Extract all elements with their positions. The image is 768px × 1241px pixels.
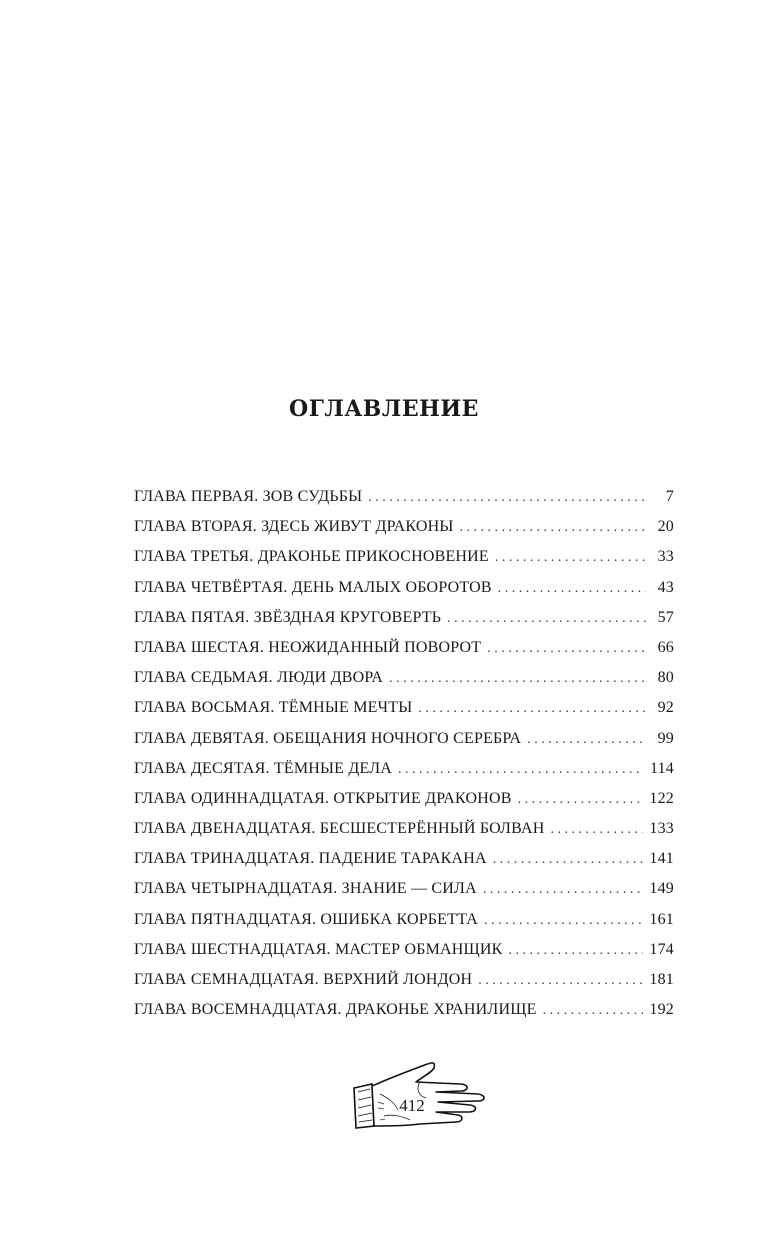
toc-entry-title: ГЛАВА ПЕРВАЯ. ЗОВ СУДЬБЫ bbox=[134, 488, 363, 505]
dot-leader bbox=[487, 641, 646, 657]
toc-entry-title: ГЛАВА ОДИННАДЦАТАЯ. ОТКРЫТИЕ ДРАКОНОВ bbox=[134, 789, 512, 807]
toc-entry-page: 149 bbox=[649, 880, 674, 898]
dot-leader bbox=[498, 581, 646, 597]
dot-leader bbox=[550, 822, 643, 838]
toc-entry[interactable] bbox=[134, 730, 674, 760]
toc-entry[interactable] bbox=[134, 911, 674, 941]
toc-entry[interactable] bbox=[134, 941, 674, 971]
dot-leader bbox=[398, 762, 644, 778]
toc-entry-title: ГЛАВА ШЕСТНАДЦАТАЯ. МАСТЕР ОБМАНЩИК bbox=[134, 940, 503, 958]
toc-entry-page: 66 bbox=[657, 638, 674, 656]
toc-entry-page: 141 bbox=[649, 850, 674, 868]
toc-entry[interactable] bbox=[134, 1001, 674, 1031]
toc-entry-title: ГЛАВА ПЯТНАДЦАТАЯ. ОШИБКА КОРБЕТТА bbox=[134, 910, 479, 928]
toc-entry[interactable] bbox=[134, 669, 674, 699]
toc-entry-title: ГЛАВА ТРИНАДЦАТАЯ. ПАДЕНИЕ ТАРАКАНА bbox=[134, 850, 487, 868]
toc-entry-page: 99 bbox=[657, 729, 674, 747]
toc-list bbox=[134, 488, 674, 1031]
toc-entry-page: 33 bbox=[657, 548, 674, 566]
toc-entry[interactable] bbox=[134, 579, 674, 609]
toc-entry-title: ГЛАВА ДВЕНАДЦАТАЯ. БЕСШЕСТЕРЁННЫЙ БОЛВАН bbox=[134, 820, 545, 838]
dot-leader bbox=[509, 943, 644, 959]
toc-entry-page: 181 bbox=[649, 971, 674, 988]
dot-leader bbox=[493, 852, 644, 868]
toc-entry[interactable] bbox=[134, 639, 674, 669]
toc-entry-page: 174 bbox=[649, 940, 674, 958]
toc-entry[interactable] bbox=[134, 609, 674, 639]
dot-leader bbox=[478, 973, 643, 989]
dot-leader bbox=[527, 732, 646, 748]
toc-entry-title: ГЛАВА ВТОРАЯ. ЗДЕСЬ ЖИВУТ ДРАКОНЫ bbox=[134, 518, 454, 536]
toc-entry-title: ГЛАВА ТРЕТЬЯ. ДРАКОНЬЕ ПРИКОСНОВЕНИЕ bbox=[134, 548, 489, 566]
dot-leader bbox=[389, 671, 646, 687]
toc-entry-page: 122 bbox=[649, 789, 674, 807]
dot-leader bbox=[368, 490, 646, 506]
toc-entry-page: 7 bbox=[665, 488, 674, 505]
toc-heading: ОГЛАВЛЕНИЕ bbox=[289, 396, 479, 422]
toc-entry-page: 92 bbox=[657, 699, 674, 717]
toc-entry[interactable] bbox=[134, 518, 674, 548]
toc-entry[interactable] bbox=[134, 699, 674, 729]
page-folio bbox=[350, 1058, 490, 1134]
toc-entry-page: 133 bbox=[649, 820, 674, 838]
toc-entry[interactable] bbox=[134, 790, 674, 820]
toc-entry-page: 114 bbox=[649, 759, 674, 777]
toc-entry-title: ГЛАВА СЕМНАДЦАТАЯ. ВЕРХНИЙ ЛОНДОН bbox=[134, 971, 473, 988]
toc-entry-page: 20 bbox=[657, 518, 674, 536]
toc-entry[interactable] bbox=[134, 548, 674, 578]
toc-entry-page: 57 bbox=[657, 608, 674, 626]
toc-entry[interactable] bbox=[134, 488, 674, 518]
toc-entry-title: ГЛАВА ЧЕТВЁРТАЯ. ДЕНЬ МАЛЫХ ОБОРОТОВ bbox=[134, 578, 492, 596]
toc-entry-title: ГЛАВА ВОСЬМАЯ. ТЁМНЫЕ МЕЧТЫ bbox=[134, 699, 413, 717]
toc-entry-page: 80 bbox=[657, 669, 674, 687]
toc-entry[interactable] bbox=[134, 760, 674, 790]
toc-entry-title: ГЛАВА ПЯТАЯ. ЗВЁЗДНАЯ КРУГОВЕРТЬ bbox=[134, 608, 442, 626]
dot-leader bbox=[484, 913, 643, 929]
toc-entry-title: ГЛАВА ШЕСТАЯ. НЕОЖИДАННЫЙ ПОВОРОТ bbox=[134, 638, 482, 656]
dot-leader bbox=[447, 611, 646, 627]
page-number: 412 bbox=[399, 1096, 425, 1115]
toc-entry-title: ГЛАВА СЕДЬМАЯ. ЛЮДИ ДВОРА bbox=[134, 669, 384, 687]
toc-entry-title: ГЛАВА ЧЕТЫРНАДЦАТАЯ. ЗНАНИЕ — СИЛА bbox=[134, 880, 477, 898]
dot-leader bbox=[483, 882, 644, 898]
dot-leader bbox=[543, 1003, 644, 1019]
toc-entry-page: 43 bbox=[657, 578, 674, 596]
toc-entry-title: ГЛАВА ДЕВЯТАЯ. ОБЕЩАНИЯ НОЧНОГО СЕРЕБРА bbox=[134, 729, 522, 747]
toc-entry[interactable] bbox=[134, 880, 674, 910]
toc-entry-page: 192 bbox=[649, 1001, 674, 1019]
toc-entry[interactable] bbox=[134, 971, 674, 1001]
toc-entry-title: ГЛАВА ДЕСЯТАЯ. ТЁМНЫЕ ДЕЛА bbox=[134, 759, 393, 777]
toc-entry-page: 161 bbox=[649, 910, 674, 928]
toc-entry[interactable] bbox=[134, 850, 674, 880]
dot-leader bbox=[418, 701, 646, 717]
toc-entry-title: ГЛАВА ВОСЕМНАДЦАТАЯ. ДРАКОНЬЕ ХРАНИЛИЩЕ bbox=[134, 1001, 537, 1019]
dot-leader bbox=[495, 550, 646, 566]
dot-leader bbox=[460, 520, 646, 536]
dot-leader bbox=[518, 792, 644, 808]
toc-entry[interactable] bbox=[134, 820, 674, 850]
